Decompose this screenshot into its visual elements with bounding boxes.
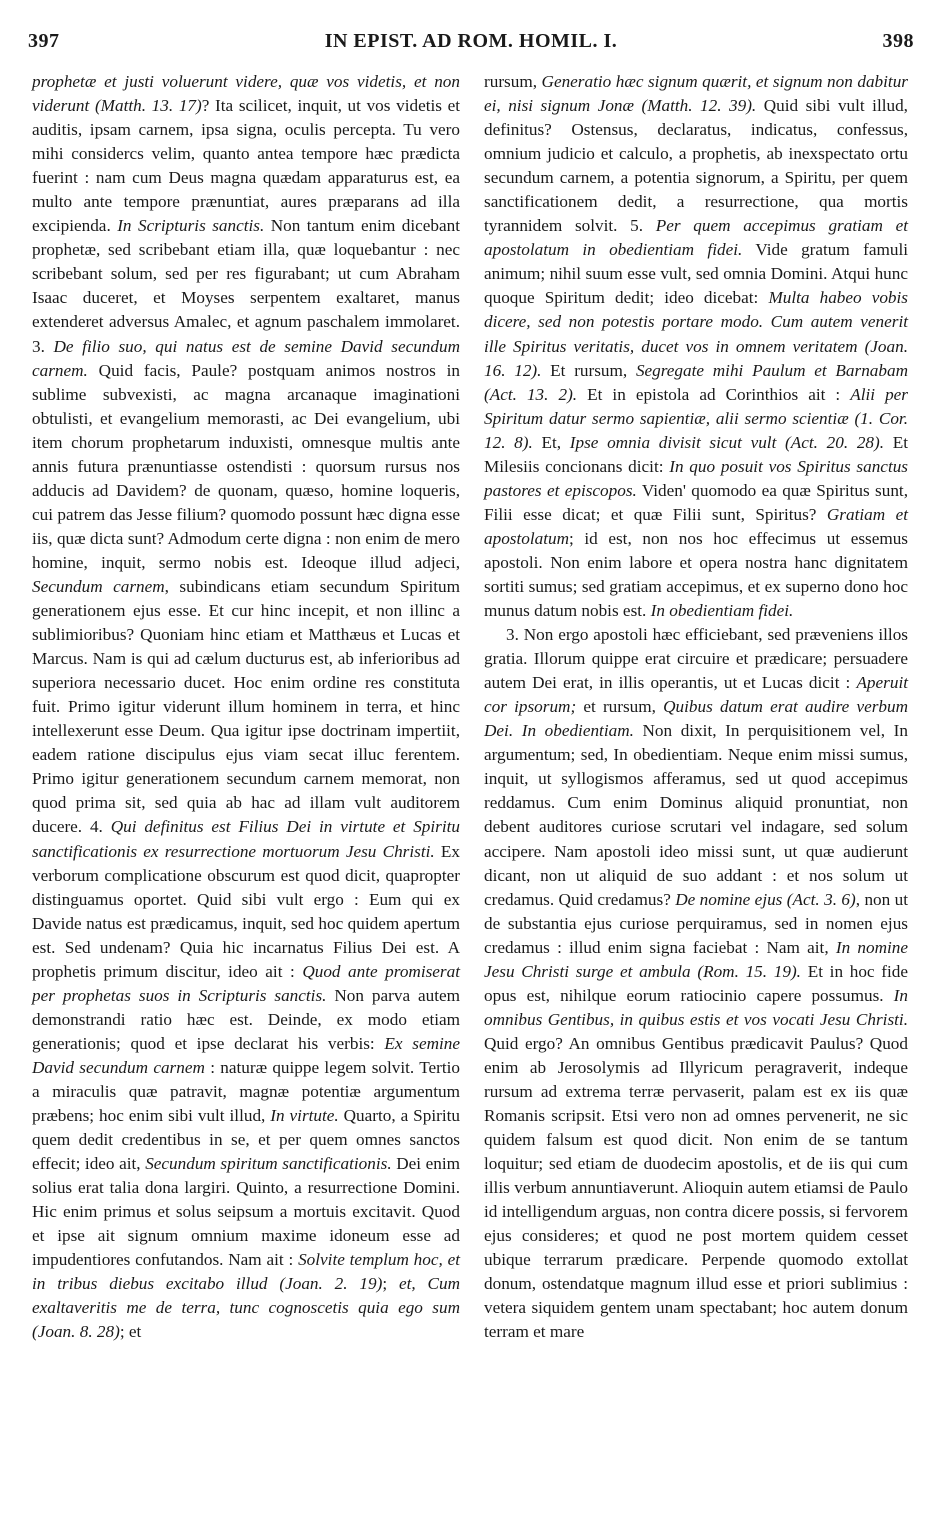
italic-run: In omnibus Gentibus, in quibus estis et vos vocati Jesu Christi. [484,985,908,1029]
italic-run: Per quem accepimus gratiam et apostolatum in obedientiam fidei. [484,216,908,260]
text-run: Quarto, a Spiritu quem dedit credentibus in se, et per quem omnes sanctos effecit; ideo ait, [32,1106,460,1174]
text-run: 3. Non ergo apostoli hæc efficiebant, sed præveniens illos gratia. Illorum quippe erat circuire et prædicare; persuadere autem Dei erat, in illis operantis, ut et Lucas dicit : [484,625,908,693]
text-run: Non parva autem demonstrandi ratio hæc est. Deinde, ex modo etiam generationis; quod et ipse declarat his verbis: [32,985,460,1053]
text-run: Vide gratum famuli animum; nihil suum esse vult, sed omnia Domini. Atqui hunc quoque Spiritum dedit; ideo dicebat: [484,240,908,308]
italic-run: Segregate mihi Paulum et Barnabam (Act. 13. 2). [484,360,908,404]
italic-run: In Scripturis sanctis. [117,216,265,236]
italic-run: Generatio hæc signum quærit, et signum non dabitur ei, nisi signum Jonæ (Matth. 12. 39). [484,72,908,116]
italic-run: Secundum spiritum sanctificationis. [145,1154,392,1174]
text-run: Non dixit, In perquisitionem vel, In argumentum; sed, In obedientiam. Neque enim missi sumus, inquit, ut syllogismos afferamus, sed ut quod accepimus reddamus. Cum enim Dominus aliquid pronuntiat, non debent auditores curiose scrutari vel indagare, sed solum accipere. Nam apostoli ideo missi sunt, ut quæ audierunt dicant, non ut aliquid de suo addant : et nos solum ut credamus. Quid credamus? [484,721,908,909]
text-run: ; id est, non nos hoc effecimus ut essemus apostoli. Non enim labore et opera nostra hanc dignitatem sortiti sumus; sed gratiam accepimus, et ex superno dono hoc munus datum nobis est. [484,528,908,621]
left-paragraph-1 [32,70,460,1344]
text-run: Quid ergo? An omnibus Gentibus prædicavit Paulus? Quod enim ab Jerosolymis ad Illyricum peragraverit, indeque rursum ad extrema terræ pervaserit, palam est ex iis quæ Romanis scripsit. Etsi vero non ad omnes pervenerit, ne sic quidem falsum est quod dicit. Non enim de se tantum loquitur; sed etiam de duodecim apostolis, et de iis qui cum illis verbum annuntiaverunt. Alioquin autem etiamsi de Paulo id intelligendum arguas, non contra dicere possis, si fervorem ejus consideres; et quod ne post mortem quidem cesset ubique terrarum prædicare. Perpende quomodo extollat donum, ostendatque magnum illud esse et priori sublimius : vetera siquidem gentem unam spectabant; hoc autem donum terram et mare [484,1033,908,1342]
text-run: Et Milesiis concionans dicit: [484,432,908,476]
right-column [484,70,908,1520]
text-run: Et rursum, [541,360,636,380]
italic-run: In quo posuit vos Spiritus sanctus pastores et episcopos. [484,456,908,500]
text-run: ; et [119,1322,142,1342]
italic-run: In obedientiam fidei. [650,601,794,621]
text-run: Et in hoc fide opus est, nihilque eorum ratiocinio capere possumus. [484,961,908,1005]
text-run: Quid sibi vult illud, definitus? Ostensus, declaratus, indicatus, confessus, omnium judicio et calculo, a prophetis, ab inexspectato ortu secundum carnem, a potentia signorum, a Spiritu, per quem sanctificationem dedit, a resurrectione, qua mortis tyrannidem solvit. 5. [484,96,908,236]
italic-run: In virtute. [270,1106,339,1126]
italic-run: Solvite templum hoc, et in tribus diebus excitabo illud (Joan. 2. 19) [32,1250,460,1294]
right-paragraph-1 [484,70,908,623]
text-run: rursum, [484,72,542,91]
text-run: Ex verborum complicatione obscurum est quod dicit, quapropter distinguamus oportet. Quid sibi vult ergo : Eum qui ex Davide natus est prædicamus, inquit, sed hoc quidem apertum est. Sed undenam? Quia hic incarnatus Filius Dei est. A prophetis primum discitur, ideo ait : [32,841,461,981]
italic-run: Aperuit cor ipsorum; [484,673,908,717]
running-head: IN EPIST. AD ROM. HOMIL. I. [324,30,618,52]
page-number-left: 397 [28,30,60,52]
text-run: , non ut de substantia ejus curiose perquiramus, sed in nomen ejus credamus : illud enim signa faciebat : Nam ait, [484,889,908,957]
italic-run: In nomine Jesu Christi surge et ambula (Rom. 15. 19). [484,937,908,981]
text-run: , subindicans etiam secundum Spiritum generationem ejus esse. Et cur hinc incepit, et non illinc a sublimioribus? Quoniam hinc etiam et Matthæus et Lucas et Marcus. Nam is qui ad cælum ducturus est, ab inferioribus ad superiora necessario ducet. Hoc enim ordine res constituta fuit. Primo igitur viderunt illum hominem in terra, et hinc intellexerunt esse Deum. Qua igitur ipse doctrinam impertiit, eadem ratione discipulus ejus viam secat illuc ferentem. Primo igitur generationem secundum carnem memorat, non quod prima sit, sed quia ab hac ad illam vult auditorem ducere. 4. [32,576,461,837]
text-run: Et in epistola ad Corinthios ait : [577,384,851,404]
page-header [28,30,914,60]
italic-run: Multa habeo vobis dicere, sed non potestis portare modo. Cum autem venerit ille Spiritus veritatis, ducet vos in omnem veritatem (Joan. 16. 12). [484,288,908,380]
text-run: Dei enim solius erat talia dona largiri. Quinto, a resurrectione Domini. Hic enim primus et solus seipsum a mortuis excitavit. Quod et ipse ait signum omnium maxime idoneum esse ad impudentiores confutandos. Nam ait : [32,1154,460,1270]
italic-run: De filio suo, qui natus est de semine David secundum carnem. [32,336,460,380]
right-paragraph-2 [484,623,908,1344]
left-column [32,70,460,1520]
italic-run: prophetæ et justi voluerunt videre, quæ vos videtis, et non viderunt (Matth. 13. 17) [32,72,460,116]
italic-run: Qui definitus est Filius Dei in virtute et Spiritu sanctificationis ex resurrectione mortuorum Jesu Christi. [32,817,460,861]
page-number-right: 398 [882,30,914,52]
text-run: ? Ita scilicet, inquit, ut vos videtis et auditis, ipsam carnem, ipsa signa, oculis percepta. Tu vero mihi considercs velim, quanto antea tempore hæc prædicta fuerint : nam cum Deus magna quædam apparaturus est, ea multo ante tempore prænuntiat, aures præparans ad illa excipienda. [32,96,460,236]
italic-run: Quod ante promiserat per prophetas suos in Scripturis sanctis. [32,961,460,1005]
text-run: Non tantum enim dicebant prophetæ, sed scribebant etiam illa, quæ loquebantur : nec scribebant solum, sed per res figurabant; ut cum Abraham Isaac duceret, et Moyses serpentem exaltaret, manus extenderet adversus Amalec, et agnum paschalem immolaret. 3. [32,216,460,356]
italic-run: De nomine ejus (Act. 3. 6) [675,889,856,909]
italic-run: Ex semine David secundum carnem [32,1033,460,1077]
italic-run: Secundum carnem [32,576,165,596]
text-run: Quid facis, Paule? postquam animos nostros in sublime subvexisti, ac magna arcanaque imaginationi obtulisti, et evangelium memorasti, ac Dei evangelium, ubi item chorum prophetarum induxisti, omnesque multis ante annis futura prænuntiasse ostendisti : quorsum rursus nos adducis ad Davidem? de quonam, quæso, homine loqueris, cui patrem das Jesse filium? quomodo possunt hæc digna esse iis, quæ dicta sunt? Admodum certe digna : non enim de mero homine, inquit, sermo nobis est. Ideoque illud adjeci, [32,360,460,572]
italic-run: et, Cum exaltaveritis me de terra, tunc cognoscetis quia ego sum (Joan. 8. 28) [32,1274,460,1342]
text-run: ; [382,1274,399,1294]
italic-run: Alii per Spiritum datur sermo sapientiæ, alii sermo scientiæ (1. Cor. 12. 8). [484,384,908,452]
italic-run: Quibus datum erat audire verbum Dei. In obedientiam. [484,697,908,741]
italic-run: Ipse omnia divisit sicut vult (Act. 20. 28). [569,432,885,452]
text-run: et rursum, [576,697,664,717]
text-run: : naturæ quippe legem solvit. Tertio a miraculis quæ patravit, magnæ potentiæ argumentum præbens; hoc enim sibi vult illud, [32,1057,460,1126]
text-run: Viden' quomodo ea quæ Spiritus sunt, Filii esse dicat; et quæ Filii sunt, Spiritus? [484,480,909,524]
italic-run: Gratiam et apostolatum [484,504,909,548]
text-run: Et, [532,432,570,452]
